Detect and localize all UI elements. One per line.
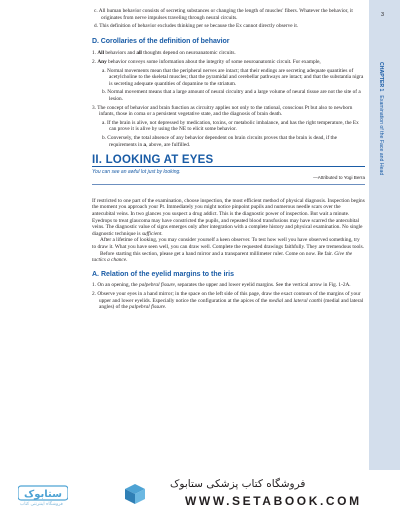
chapter-number: CHAPTER 1: [378, 62, 384, 92]
store-url[interactable]: WWW.SETABOOK.COM: [185, 494, 362, 508]
store-name: فروشگاه کتاب پزشکی ستابوک: [170, 478, 306, 490]
corollary-2a: a. Normal movements mean that the peripheral nerves are intact; that their endings are secreting adequate quantities of acetylcholine to the skeletal muscles; that the pyramidal and cerebellar pathways are intact; and that the substantia nigra is secreting adequate quantities of dopamine to the striatum.: [102, 67, 364, 87]
eyelid-item-2: 2. Observe your eyes in a hand mirror; in the space on the left side of this page, draw the exact contours of the margins of your upper and lower eyelids. Especially notice the configuration at the apices of the medial and lateral canthi (medial and lateral angles) of the palpebral fissure.: [92, 291, 364, 311]
setabook-logo: [18, 482, 68, 502]
corollary-2: 2. Any behavior conveys some information about the integrity of some neuroanatomic circuit. For example,: [92, 58, 321, 65]
logo-tagline: فروشگاه اینترنتی کتاب: [20, 502, 63, 507]
package-icon: [123, 482, 147, 506]
drawing-paragraph: After a lifetime of looking, you may consider yourself a keen observer. To test how well you have observed something, try to draw it. What you have seen well, you can draw well. Complete the requested drawings faithfully. They are tremendous tools.: [92, 237, 365, 251]
epigraph-attribution: —Attributed to Yogi Berra: [92, 175, 365, 185]
chapter-title: Examination of the Face and Head: [378, 95, 384, 176]
mirror-paragraph: Before starting this section, please get a hand mirror and a transparent millimeter ruler. Come on now. Be fair. Give the tactics a chance.: [92, 250, 353, 264]
svg-text:ستابوک: ستابوک: [24, 489, 62, 500]
epigraph: You can see an awful lot just by looking.: [92, 168, 181, 175]
page-content: [92, 8, 365, 313]
chapter-side-tab: [369, 0, 400, 512]
corollary-2b: b. Normal movement means that a large amount of neural circuitry and a large volume of neural tissue are not the site of a lesion.: [102, 89, 361, 102]
corollary-3b: b. Conversely, the total absence of any behavior dependent on brain circuits proves that the brain is dead, if the requirements in a, above, are fulfilled.: [102, 134, 337, 148]
eyelid-item-1: 1. On an opening, the palpebral fissure, separates the upper and lower eyelid margins. See the vertical arrow in Fig. 1-2A.: [92, 282, 351, 289]
section-d-heading: D. Corollaries of the definition of behavior: [92, 37, 230, 45]
corollary-1: 1. All behaviors and all thoughts depend on neuroanatomic circuits.: [92, 50, 236, 57]
corollary-3a: a. If the brain is alive, not depressed by medication, toxins, or metabolic imbalance, and has the right temperature, the Ex can prove it is alive by using the NE to elicit some behavior.: [102, 119, 359, 133]
corollary-3: 3. The concept of behavior and brain function as circuitry applies not only to the rational, conscious Pt but also to newborn infants, those in coma or a persistent vegetative state, and the diagnosis of brain death.: [92, 104, 353, 118]
page-number: 3: [381, 12, 385, 18]
inspection-paragraph: If restricted to one part of the examination, choose inspection, the most efficient method of physical diagnosis. Inspection begins the moment you approach your Pt. Immediately you might notice pinpoint pupils and numerous needle scars over the antecubital veins. In two glances you suspect a drug addict. This is the diagnostic power of inspection. But wait a minute. Eyedrops to treat glaucoma may have constricted the pupils, and repeated blood transfusions may have scarred the antecubital veins. The diagnostic value of signs emerges only after integration with a complete history and physical examination. No single diagnostic technique is sufficient.: [92, 197, 365, 237]
section-a-heading: A. Relation of the eyelid margins to the iris: [92, 270, 234, 278]
chapter-vertical-label: [378, 62, 384, 175]
section-ii-heading: II. LOOKING AT EYES: [92, 157, 365, 167]
intro-item-c: c. All human behavior consists of secreting substances or changing the length of muscles' fibers. Whatever the behavior, it originates from nerve impulses traveling through neural circuits.: [94, 8, 353, 21]
intro-item-d: d. This definition of behavior excludes thinking per se because the Ex cannot directly observe it.: [94, 23, 299, 30]
